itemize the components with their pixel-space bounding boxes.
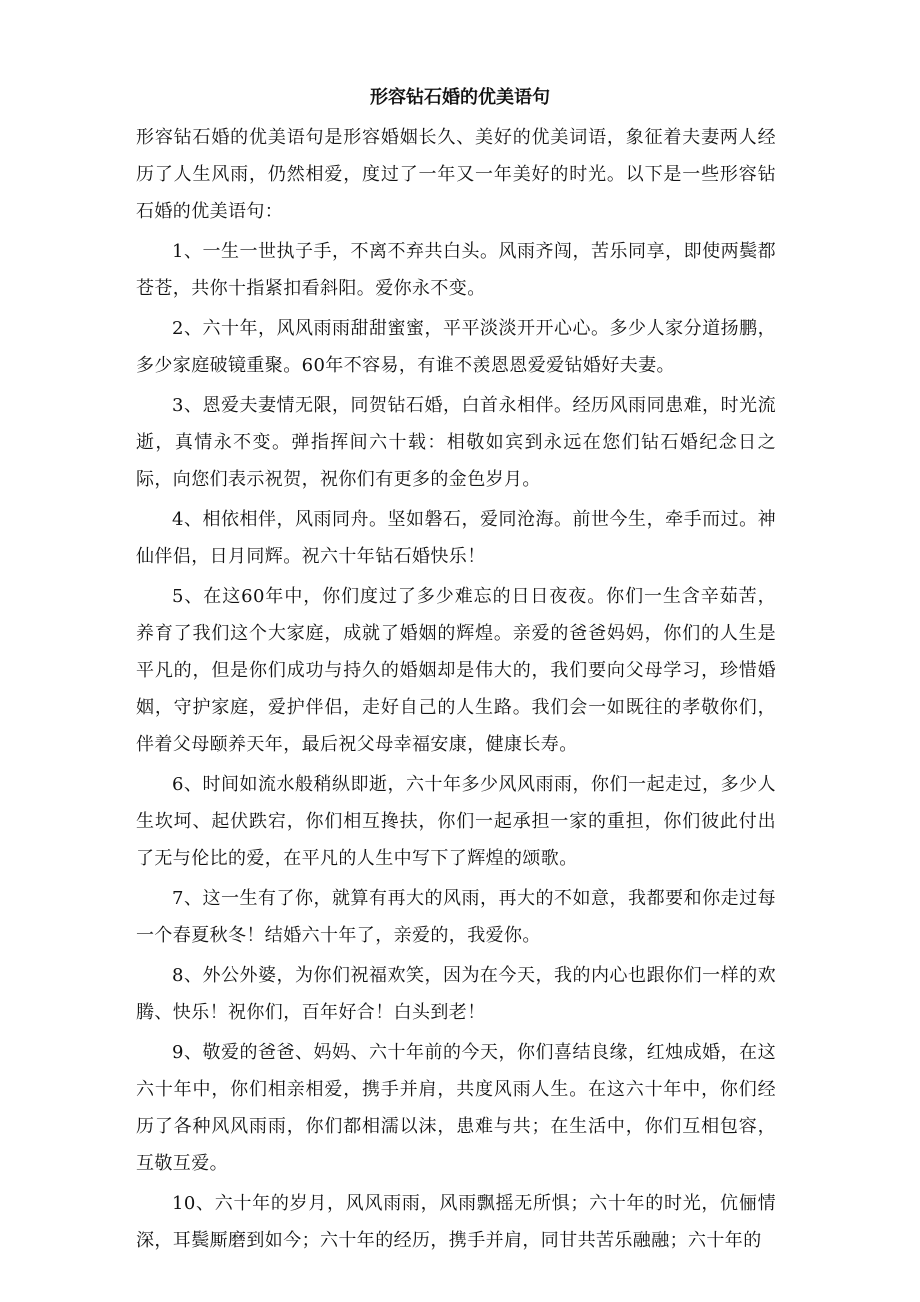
paragraph-9: 9、敬爱的爸爸、妈妈、六十年前的今天，你们喜结良缘，红烛成婚，在这六十年中，你们相亲相爱，携手并肩，共度风雨人生。在这六十年中，你们经历了各种风风雨雨，你们都相濡以沫，患难与共；在生活中，你们互相包容，互敬互爱。 bbox=[136, 1042, 776, 1174]
paragraph-5: 5、在这60年中，你们度过了多少难忘的日日夜夜。你们一生含辛茹苦，养育了我们这个大家庭，成就了婚姻的辉煌。亲爱的爸爸妈妈，你们的人生是平凡的，但是你们成功与持久的婚姻却是伟大的，我们要向父母学习，珍惜婚姻，守护家庭，爱护伴侣，走好自己的人生路。我们会一如既往的孝敬你们，伴着父母颐养天年，最后祝父母幸福安康，健康长寿。 bbox=[136, 586, 776, 755]
paragraph-7: 7、这一生有了你，就算有再大的风雨，再大的不如意，我都要和你走过每一个春夏秋冬！结婚六十年了，亲爱的，我爱你。 bbox=[136, 888, 776, 946]
paragraph-10: 10、六十年的岁月，风风雨雨，风雨飘摇无所惧；六十年的时光，伉俪情深，耳鬓厮磨到如今；六十年的经历，携手并肩，同甘共苦乐融融；六十年的 bbox=[136, 1193, 776, 1251]
document-title: 形容钻石婚的优美语句 bbox=[370, 87, 550, 108]
paragraph-2: 2、六十年，风风雨雨甜甜蜜蜜，平平淡淡开开心心。多少人家分道扬鹏，多少家庭破镜重聚。60年不容易，有谁不羡恩恩爱爱钻婚好夫妻。 bbox=[136, 318, 776, 376]
intro-paragraph: 形容钻石婚的优美语句是形容婚姻长久、美好的优美词语，象征着夫妻两人经历了人生风雨，仍然相爱，度过了一年又一年美好的时光。以下是一些形容钻石婚的优美语句： bbox=[136, 127, 776, 222]
paragraph-4: 4、相依相伴，风雨同舟。坚如磐石，爱同沧海。前世今生，牵手而过。神仙伴侣，日月同辉。祝六十年钻石婚快乐！ bbox=[136, 509, 776, 567]
paragraph-1: 1、一生一世执子手，不离不弃共白头。风雨齐闯，苦乐同享，即使两鬓都苍苍，共你十指紧扣看斜阳。爱你永不变。 bbox=[136, 241, 776, 299]
paragraph-8: 8、外公外婆，为你们祝福欢笑，因为在今天，我的内心也跟你们一样的欢腾、快乐！祝你们，百年好合！白头到老！ bbox=[136, 965, 776, 1023]
paragraph-6: 6、时间如流水般稍纵即逝，六十年多少风风雨雨，你们一起走过，多少人生坎坷、起伏跌宕，你们相互搀扶，你们一起承担一家的重担，你们彼此付出了无与伦比的爱，在平凡的人生中写下了辉煌的颂歌。 bbox=[136, 774, 776, 869]
document-body bbox=[136, 119, 776, 1262]
paragraph-3: 3、恩爱夫妻情无限，同贺钻石婚，白首永相伴。经历风雨同患难，时光流逝，真情永不变。弹指挥间六十载：相敬如宾到永远在您们钻石婚纪念日之际，向您们表示祝贺，祝你们有更多的金色岁月。 bbox=[136, 395, 776, 490]
